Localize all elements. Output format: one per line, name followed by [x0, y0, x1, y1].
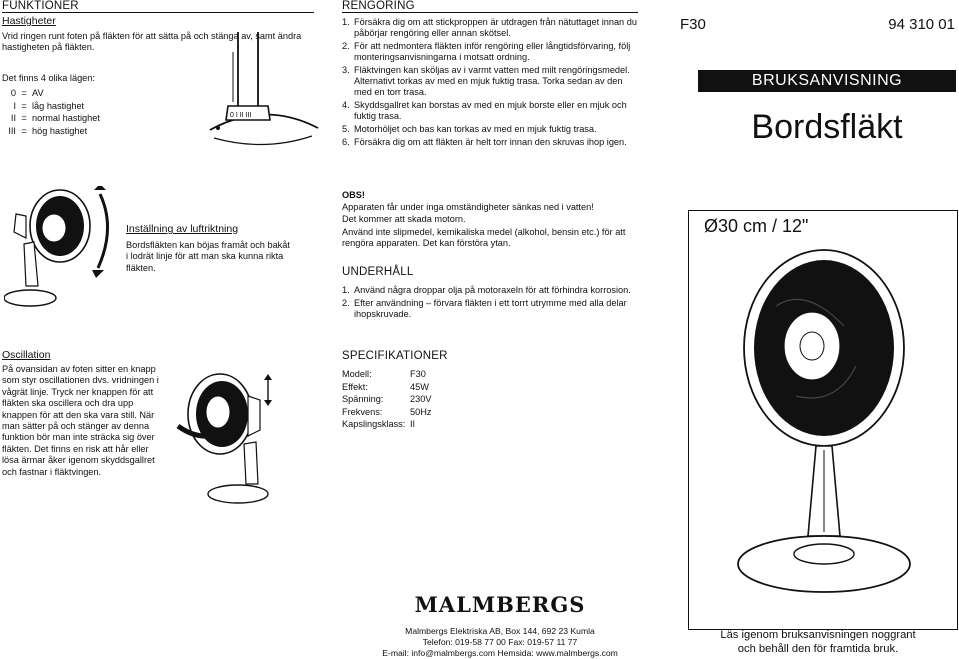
cover-art-no: 94 310 01: [888, 16, 955, 33]
spec-row: Frekvens: 50Hz: [342, 406, 432, 417]
cover-title: Bordsfläkt: [751, 108, 903, 146]
ring-markings: 0 I II III: [230, 112, 252, 119]
spec-table: [342, 368, 431, 431]
brand-phone: Telefon: 019-58 77 00 Fax: 019-57 11 77: [422, 637, 578, 647]
list-item: 5. Motorhöljet och bas kan torkas av med en mjuk fuktig trasa.: [342, 124, 597, 135]
brand-address: Malmbergs Elektriska AB, Box 144, 692 23 Kumla: [405, 626, 595, 636]
malmbergs-logo: MALMBERGS: [414, 592, 586, 617]
divider: [342, 12, 638, 13]
list-item: 2. Efter användning – förvara fläkten i ett torrt utrymme med alla delar ihopskruvade.: [342, 297, 627, 319]
rengoring-heading: RENGÖRING: [342, 0, 415, 12]
list-item: 6. Försäkra dig om att fläkten är helt torr innan den skruvas ihop igen.: [342, 137, 627, 147]
osc-text: På ovansidan av foten sitter en knapp som styr oscillationen dvs. vridningen i vågrät linje. Tryck ner knappen för att fläkten ska oscillera och dra upp knappen för att den ska vara still. När man sätter på och stänger av denna funktion bör man inte sträcka sig över fläkten. Det finns en risk att hår eller lösa ärmar åker igenom skyddsgallret och fastnar i fläktvingen.: [2, 364, 159, 477]
speed-list: [0, 87, 100, 137]
list-item: 3. Fläktvingen kan sköljas av i varmt vatten med milt rengöringsmedel. Alternativt torkas av med en mjuk fuktig trasa. Torka sedan av den med en torr trasa.: [342, 65, 630, 98]
speed-row: II = normal hastighet: [10, 113, 100, 124]
obs-line: Det kommer att skada motorn.: [342, 214, 466, 224]
hastigheter-title: Hastigheter: [2, 15, 56, 27]
cover-size: Ø30 cm / 12": [704, 216, 809, 236]
osc-title: Oscillation: [2, 349, 51, 361]
manual-label: BRUKSANVISNING: [698, 70, 956, 92]
modes-intro: Det finns 4 olika lägen:: [2, 73, 95, 83]
cover-footer-line2: och behåll den för framtida bruk.: [737, 643, 899, 655]
spec-row: Effekt: 45W: [342, 381, 429, 392]
speed-row: III = hög hastighet: [8, 125, 88, 136]
tilt-text: Bordsfläkten kan böjas framåt och bakåt i lodrät linje för att man ska kunna rikta fläkten.: [126, 240, 290, 273]
hastigheter-text: Vrid ringen runt foten på fläkten för att sätta på och stänga av, samt ändra hastigheten på fläkten.: [2, 31, 302, 53]
spec-heading: SPECIFIKATIONER: [342, 350, 448, 362]
oscillation-fan-illustration: [172, 366, 282, 512]
list-item: 1. Försäkra dig om att stickproppen är utdragen från nätuttaget innan du påbörjar rengöring eller annan skötsel.: [342, 17, 637, 39]
obs-line: Använd inte slipmedel, kemikaliska medel (alkohol, bensin etc.) för att rengöra apparaten. Det kan förstöra ytan.: [342, 227, 626, 249]
list-item: 4. Skyddsgallret kan borstas av med en mjuk borste eller en mjuk och fuktig trasa.: [342, 100, 627, 122]
list-item: 2. För att nedmontera fläkten inför rengöring eller långtidsförvaring, följ monteringsanvisningarna i motsatt ordning.: [342, 41, 631, 63]
speed-row: 0 = AV: [10, 88, 44, 98]
brand-web: E-mail: info@malmbergs.com Hemsida: www.malmbergs.com: [382, 648, 618, 658]
obs-line: Apparaten får under inga omständigheter sänkas ned i vatten!: [342, 202, 594, 212]
spec-row: Spänning: 230V: [342, 394, 432, 405]
speed-row: I = låg hastighet: [13, 100, 85, 111]
cover-model: F30: [680, 16, 706, 33]
rengoring-steps: [342, 17, 642, 150]
spec-row: Modell: F30: [342, 369, 426, 379]
cover-footer-line1: Läs igenom bruksanvisningen noggrant: [720, 629, 916, 641]
divider: [2, 12, 314, 13]
cover-fan-illustration: [716, 246, 932, 606]
underhall-heading: UNDERHÅLL: [342, 266, 414, 278]
list-item: 1. Använd några droppar olja på motoraxeln för att förhindra korrosion.: [342, 285, 631, 295]
spec-row: Kapslingsklass: II: [342, 419, 416, 430]
tilt-fan-illustration: [4, 186, 122, 326]
tilt-title: Inställning av luftriktning: [126, 223, 239, 235]
underhall-steps: [342, 285, 638, 322]
speed-ring-illustration: [208, 32, 320, 160]
funktioner-heading: FUNKTIONER: [2, 0, 79, 12]
obs-title: OBS!: [342, 190, 365, 200]
